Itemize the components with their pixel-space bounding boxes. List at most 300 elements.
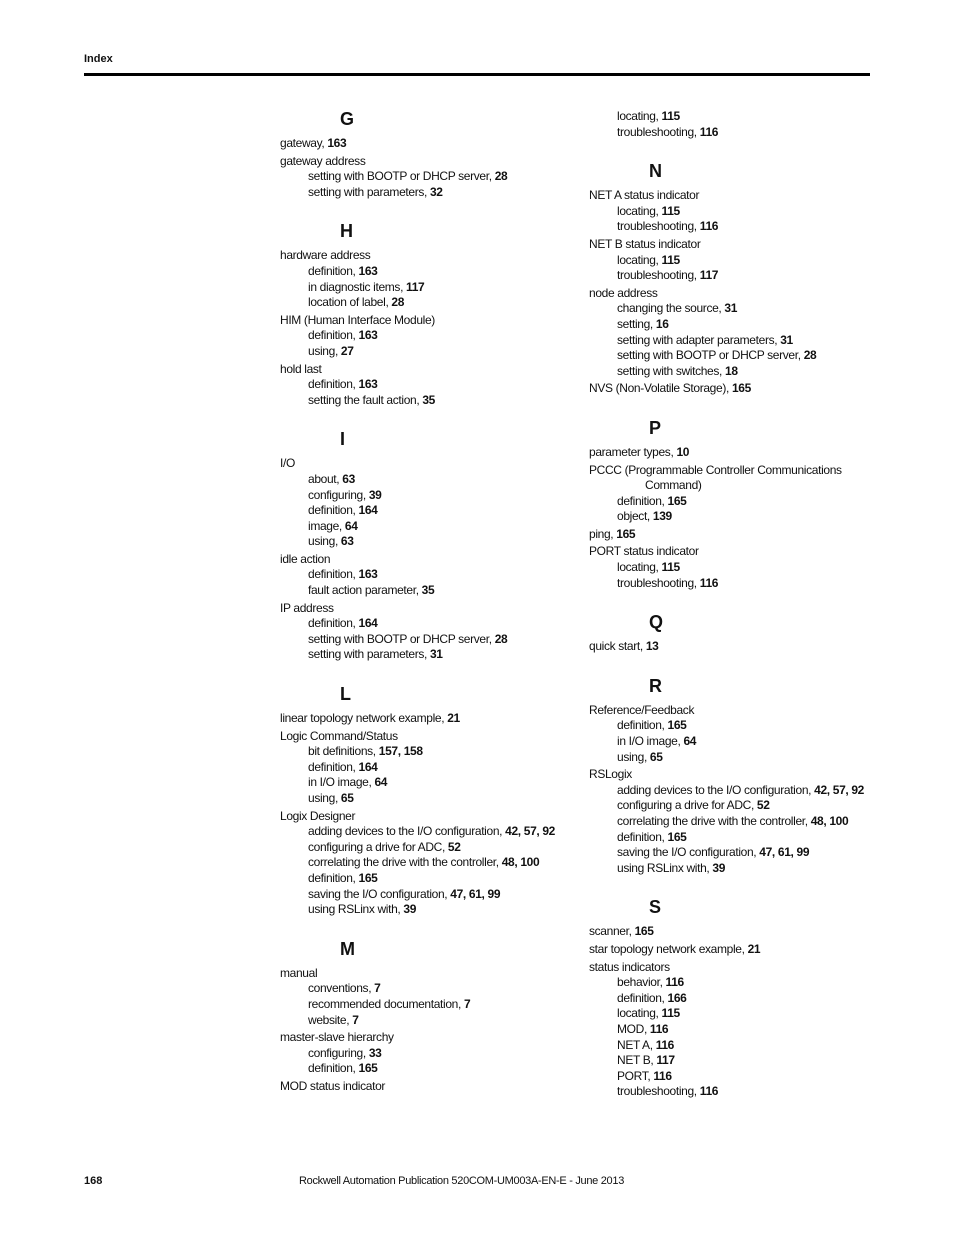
- entry-term: scanner,: [589, 924, 635, 939]
- index-subentry: [589, 348, 909, 364]
- entry-page-refs[interactable]: 116: [699, 1084, 719, 1099]
- index-entry: [280, 136, 580, 152]
- entry-page-refs[interactable]: 27: [340, 343, 354, 358]
- entry-page-refs[interactable]: 116: [699, 575, 719, 590]
- continued-entries: [589, 109, 909, 140]
- entry-term: ping,: [589, 526, 617, 541]
- entry-page-refs[interactable]: 10: [676, 444, 690, 459]
- entry-term: recommended documentation,: [308, 996, 464, 1011]
- entry-term: Command): [645, 478, 702, 493]
- index-entry: [589, 445, 909, 461]
- entry-term: changing the source,: [617, 301, 725, 316]
- index-section-q: [589, 611, 909, 655]
- index-subentry: [589, 494, 909, 510]
- index-subentry: [280, 328, 580, 344]
- entry-page-refs[interactable]: 65: [649, 749, 663, 764]
- index-entry: [280, 362, 580, 378]
- index-subentry: [280, 503, 580, 519]
- entry-term: Logix Designer: [280, 808, 356, 823]
- entry-term: definition,: [308, 759, 359, 774]
- index-subentry: [589, 975, 909, 991]
- entry-term: behavior,: [617, 975, 666, 990]
- entry-page-refs[interactable]: 39: [403, 902, 417, 917]
- entry-term: NVS (Non-Volatile Storage),: [589, 381, 732, 396]
- index-entry: [589, 544, 909, 560]
- entry-page-refs[interactable]: 33: [368, 1045, 382, 1060]
- entry-page-refs[interactable]: 52: [756, 798, 770, 813]
- index-subentry: [589, 830, 909, 846]
- entry-term: I/O: [280, 456, 295, 471]
- index-subentry: [280, 1013, 580, 1029]
- entry-term: setting with adapter parameters,: [617, 332, 781, 347]
- index-subentry: [280, 519, 580, 535]
- entry-page-refs[interactable]: 35: [421, 583, 435, 598]
- entry-page-refs[interactable]: 42, 57, 92: [814, 782, 865, 797]
- entry-page-refs[interactable]: 47, 61, 99: [450, 886, 501, 901]
- index-subentry: [589, 253, 909, 269]
- entry-term: definition,: [308, 870, 359, 885]
- entry-page-refs[interactable]: 52: [447, 839, 461, 854]
- entry-term: MOD,: [617, 1021, 650, 1036]
- entry-page-refs[interactable]: 7: [374, 981, 381, 996]
- index-subentry: [280, 981, 580, 997]
- entry-page-refs[interactable]: 28: [494, 631, 508, 646]
- entry-term: about,: [308, 471, 343, 486]
- page-header-label: Index: [84, 53, 113, 65]
- index-subentry: [589, 1006, 909, 1022]
- entry-term: setting with parameters,: [308, 184, 430, 199]
- index-subentry: [589, 718, 909, 734]
- index-entry: [589, 942, 909, 958]
- index-subentry: [280, 534, 580, 550]
- entry-term: definition,: [308, 1061, 359, 1076]
- entry-term: PCCC (Programmable Controller Communications: [589, 462, 842, 477]
- entry-term: configuring a drive for ADC,: [617, 798, 757, 813]
- entry-term: gateway address: [280, 153, 366, 168]
- entry-term: setting with BOOTP or DHCP server,: [308, 631, 495, 646]
- entry-term: in diagnostic items,: [308, 279, 407, 294]
- index-subentry: [280, 647, 580, 663]
- entry-page-refs[interactable]: 21: [747, 941, 761, 956]
- entry-page-refs[interactable]: 165: [616, 526, 636, 541]
- index-entry: [280, 552, 580, 568]
- entry-page-refs[interactable]: 64: [374, 775, 388, 790]
- entry-page-refs[interactable]: 7: [352, 1012, 359, 1027]
- entry-term: definition,: [308, 377, 359, 392]
- index-entry: [280, 456, 580, 472]
- entry-page-refs[interactable]: 18: [725, 363, 738, 378]
- index-subentry: [589, 317, 909, 333]
- entry-page-refs[interactable]: 7: [463, 996, 471, 1011]
- footer-page-number: 168: [84, 1175, 103, 1187]
- index-entry: [589, 463, 909, 479]
- entry-term: status indicators: [589, 959, 670, 974]
- entry-page-refs[interactable]: 115: [661, 203, 680, 218]
- entry-page-refs[interactable]: 116: [649, 1021, 669, 1036]
- index-section-h: [280, 220, 580, 408]
- index-entry: [280, 154, 580, 170]
- entry-term: using,: [617, 749, 650, 764]
- index-subentry: [589, 750, 909, 766]
- section-letter: L: [340, 684, 351, 705]
- index-subentry: [280, 344, 580, 360]
- index-subentry: [280, 295, 580, 311]
- index-subentry: [280, 377, 580, 393]
- section-gap: [589, 140, 909, 160]
- index-subentry: [280, 824, 580, 840]
- entry-page-refs[interactable]: 47, 61, 99: [759, 845, 810, 860]
- index-subentry: [589, 333, 909, 349]
- section-gap: [589, 591, 909, 611]
- header-rule: [84, 73, 870, 76]
- entry-page-refs[interactable]: 116: [653, 1068, 672, 1083]
- index-section-r: [589, 675, 909, 877]
- entry-page-refs[interactable]: 165: [731, 381, 751, 396]
- entry-page-refs[interactable]: 28: [803, 348, 817, 363]
- index-section-s: [589, 896, 909, 1100]
- entry-term: quick start,: [589, 639, 646, 654]
- entry-page-refs[interactable]: 39: [712, 860, 726, 875]
- section-gap: [280, 663, 580, 683]
- entry-term: NET A status indicator: [589, 188, 700, 203]
- index-subentry: [280, 280, 580, 296]
- index-subentry: [280, 840, 580, 856]
- index-entry: [280, 729, 580, 745]
- index-subentry: [589, 1038, 909, 1054]
- index-entry: [589, 767, 909, 783]
- entry-page-refs[interactable]: 31: [724, 301, 738, 316]
- index-subentry: [280, 902, 580, 918]
- entry-page-refs[interactable]: 64: [683, 734, 697, 749]
- entry-page-refs[interactable]: 42, 57, 92: [505, 824, 556, 839]
- entry-term: fault action parameter,: [308, 583, 422, 598]
- entry-page-refs[interactable]: 31: [429, 647, 443, 662]
- entry-page-refs[interactable]: 116: [699, 124, 719, 139]
- entry-page-refs[interactable]: 164: [358, 759, 378, 774]
- entry-term: bit definitions,: [308, 744, 379, 759]
- index-subentry: [589, 734, 909, 750]
- entry-term: troubleshooting,: [617, 268, 700, 283]
- entry-term: NET B status indicator: [589, 236, 701, 251]
- index-subentry: [589, 204, 909, 220]
- index-column-right: [589, 109, 909, 1100]
- index-subentry: [589, 268, 909, 284]
- entry-term: master-slave hierarchy: [280, 1030, 394, 1045]
- entry-page-refs[interactable]: 28: [494, 169, 508, 184]
- section-letter: G: [340, 109, 355, 129]
- entry-term: hold last: [280, 361, 322, 376]
- entry-page-refs[interactable]: 165: [358, 870, 378, 885]
- entry-term: MOD status indicator: [280, 1078, 386, 1093]
- entry-term: image,: [308, 518, 345, 533]
- entry-page-refs[interactable]: 115: [661, 109, 680, 123]
- section-letter: M: [340, 938, 355, 959]
- index-section-p: [589, 417, 909, 591]
- index-subentry: [280, 185, 580, 201]
- entry-term: adding devices to the I/O configuration,: [308, 824, 506, 839]
- section-letter: H: [340, 221, 353, 242]
- entry-term: using,: [308, 534, 341, 549]
- entry-page-refs[interactable]: 35: [422, 392, 435, 407]
- index-subentry: [589, 125, 909, 141]
- index-subentry: [589, 783, 909, 799]
- entry-page-refs[interactable]: 166: [667, 990, 687, 1005]
- entry-term: definition,: [308, 567, 359, 582]
- entry-term: setting with parameters,: [308, 647, 430, 662]
- index-subentry: [280, 760, 580, 776]
- index-entry: [280, 248, 580, 264]
- entry-page-refs[interactable]: 65: [340, 791, 354, 805]
- index-entry: [280, 711, 580, 727]
- index-subentry: [280, 1061, 580, 1077]
- entry-term: hardware address: [280, 248, 371, 263]
- entry-term: locating,: [617, 560, 662, 575]
- entry-page-refs[interactable]: 32: [429, 184, 443, 199]
- footer-publication: Rockwell Automation Publication 520COM-UM003A-EN-E - June 2013: [299, 1175, 625, 1187]
- entry-term: definition,: [308, 263, 359, 278]
- index-subentry: [280, 393, 580, 409]
- entry-term: parameter types,: [589, 444, 677, 459]
- entry-term: in I/O image,: [617, 734, 684, 749]
- entry-page-refs[interactable]: 165: [667, 829, 687, 844]
- index-entry: [280, 601, 580, 617]
- section-letter: I: [340, 429, 346, 450]
- entry-term: RSLogix: [589, 767, 632, 782]
- entry-term: setting with BOOTP or DHCP server,: [617, 348, 804, 363]
- entry-page-refs[interactable]: 63: [342, 471, 355, 486]
- index-entry: [280, 313, 580, 329]
- entry-page-refs[interactable]: 165: [634, 924, 654, 939]
- entry-page-refs[interactable]: 163: [358, 567, 378, 582]
- section-gap: [589, 876, 909, 896]
- index-entry: [280, 1079, 580, 1095]
- entry-term: Reference/Feedback: [589, 702, 695, 717]
- index-section-g: [280, 108, 580, 200]
- index-entry: [589, 639, 909, 655]
- entry-term: conventions,: [308, 981, 375, 996]
- entry-term: in I/O image,: [308, 775, 375, 790]
- entry-term: troubleshooting,: [617, 124, 700, 139]
- entry-term: linear topology network example,: [280, 711, 448, 726]
- entry-term: troubleshooting,: [617, 1084, 700, 1099]
- entry-term: IP address: [280, 600, 334, 615]
- entry-term: correlating the drive with the controller,: [617, 814, 811, 828]
- entry-term: setting with switches,: [617, 363, 725, 378]
- index-subentry: [280, 488, 580, 504]
- section-letter: Q: [649, 612, 664, 633]
- index-subentry: [280, 472, 580, 488]
- index-subentry: [589, 576, 909, 592]
- index-entry: [589, 703, 909, 719]
- entry-page-refs[interactable]: 63: [340, 534, 354, 549]
- entry-term: setting with BOOTP or DHCP server,: [308, 169, 495, 184]
- index-entry: [589, 527, 909, 543]
- index-subentry: [589, 845, 909, 861]
- entry-term: saving the I/O configuration,: [308, 886, 451, 901]
- entry-page-refs[interactable]: 165: [358, 1061, 378, 1076]
- entry-term: gateway,: [280, 136, 328, 150]
- entry-term: website,: [308, 1012, 353, 1027]
- index-section-i: [280, 428, 580, 663]
- entry-term: using,: [308, 343, 341, 358]
- index-subentry: [589, 560, 909, 576]
- entry-term: PORT,: [617, 1068, 654, 1083]
- index-subentry: [280, 616, 580, 632]
- index-subentry: [589, 991, 909, 1007]
- entry-term: configuring,: [308, 487, 369, 502]
- index-subentry: [589, 478, 909, 494]
- entry-page-refs[interactable]: 64: [344, 518, 358, 533]
- entry-term: PORT status indicator: [589, 544, 699, 559]
- index-subentry: [280, 169, 580, 185]
- entry-term: HIM (Human Interface Module): [280, 312, 435, 327]
- section-gap: [280, 918, 580, 938]
- index-subentry: [280, 264, 580, 280]
- index-subentry: [280, 744, 580, 760]
- entry-term: star topology network example,: [589, 941, 748, 956]
- entry-term: manual: [280, 965, 318, 980]
- entry-page-refs[interactable]: 115: [661, 1006, 680, 1021]
- index-subentry: [280, 567, 580, 583]
- index-entry: [589, 286, 909, 302]
- index-entry: [280, 966, 580, 982]
- entry-term: configuring a drive for ADC,: [308, 839, 448, 854]
- entry-page-refs[interactable]: 139: [652, 509, 672, 524]
- entry-term: adding devices to the I/O configuration,: [617, 782, 815, 797]
- index-subentry: [280, 887, 580, 903]
- entry-term: setting the fault action,: [308, 392, 423, 407]
- entry-term: NET A,: [617, 1037, 656, 1052]
- entry-page-refs[interactable]: 13: [645, 639, 659, 654]
- index-subentry: [280, 871, 580, 887]
- entry-term: location of label,: [308, 295, 392, 310]
- entry-page-refs[interactable]: 116: [665, 975, 684, 990]
- section-letter: R: [649, 675, 662, 696]
- section-gap: [589, 655, 909, 675]
- entry-page-refs[interactable]: 115: [661, 252, 680, 267]
- entry-term: Logic Command/Status: [280, 728, 398, 743]
- entry-term: locating,: [617, 203, 662, 218]
- entry-term: troubleshooting,: [617, 219, 700, 234]
- entry-page-refs[interactable]: 163: [358, 328, 378, 343]
- index-subentry: [589, 219, 909, 235]
- entry-term: setting,: [617, 316, 656, 331]
- section-gap: [589, 397, 909, 417]
- entry-page-refs[interactable]: 39: [368, 487, 382, 502]
- index-entry: [589, 960, 909, 976]
- index-subentry: [280, 1046, 580, 1062]
- entry-page-refs[interactable]: 165: [667, 718, 687, 733]
- index-entry: [589, 924, 909, 940]
- index-column-left: [280, 108, 580, 1095]
- entry-term: locating,: [617, 109, 662, 123]
- entry-page-refs[interactable]: 157, 158: [378, 744, 423, 759]
- index-subentry: [589, 814, 909, 830]
- entry-term: definition,: [617, 829, 668, 844]
- index-subentry: [589, 861, 909, 877]
- entry-term: using RSLinx with,: [308, 902, 404, 917]
- index-subentry: [589, 798, 909, 814]
- index-section-m: [280, 938, 580, 1095]
- index-subentry: [589, 1053, 909, 1069]
- entry-page-refs[interactable]: 117: [699, 268, 719, 283]
- entry-term: definition,: [308, 616, 359, 631]
- index-subentry: [589, 364, 909, 380]
- entry-page-refs[interactable]: 163: [358, 377, 378, 392]
- entry-page-refs[interactable]: 116: [699, 219, 719, 234]
- entry-page-refs[interactable]: 115: [661, 560, 680, 575]
- entry-term: definition,: [617, 990, 668, 1005]
- entry-term: locating,: [617, 1006, 662, 1021]
- entry-term: definition,: [617, 718, 668, 733]
- index-subentry: [589, 1022, 909, 1038]
- section-gap: [280, 408, 580, 428]
- entry-page-refs[interactable]: 31: [780, 332, 793, 347]
- entry-page-refs[interactable]: 48, 100: [810, 814, 849, 828]
- entry-page-refs[interactable]: 163: [358, 263, 378, 278]
- index-subentry: [589, 1069, 909, 1085]
- index-section-n: [589, 160, 909, 397]
- index-subentry: [280, 791, 580, 807]
- entry-page-refs[interactable]: 163: [327, 136, 347, 150]
- index-entry: [589, 381, 909, 397]
- entry-term: NET B,: [617, 1053, 657, 1068]
- index-subentry: [589, 301, 909, 317]
- index-section-l: [280, 683, 580, 918]
- index-subentry: [589, 109, 909, 125]
- entry-term: saving the I/O configuration,: [617, 845, 760, 860]
- entry-term: idle action: [280, 551, 331, 566]
- index-entry: [589, 188, 909, 204]
- entry-page-refs[interactable]: 165: [667, 493, 687, 508]
- entry-page-refs[interactable]: 28: [391, 295, 405, 310]
- index-subentry: [280, 583, 580, 599]
- entry-page-refs[interactable]: 21: [447, 711, 460, 726]
- index-subentry: [589, 509, 909, 525]
- entry-term: configuring,: [308, 1045, 369, 1060]
- index-entry: [280, 809, 580, 825]
- entry-term: object,: [617, 509, 653, 524]
- entry-page-refs[interactable]: 16: [655, 316, 669, 331]
- entry-page-refs[interactable]: 117: [656, 1053, 675, 1068]
- entry-page-refs[interactable]: 48, 100: [501, 855, 540, 870]
- index-subentry: [280, 855, 580, 871]
- section-gap: [280, 200, 580, 220]
- section-letter: S: [649, 897, 662, 918]
- entry-page-refs[interactable]: 116: [655, 1037, 674, 1052]
- index-subentry: [280, 775, 580, 791]
- index-entry: [589, 237, 909, 253]
- entry-page-refs[interactable]: 164: [358, 503, 378, 518]
- entry-term: using,: [308, 791, 341, 805]
- entry-page-refs[interactable]: 117: [406, 279, 425, 294]
- index-subentry: [280, 632, 580, 648]
- entry-term: definition,: [617, 493, 668, 508]
- entry-page-refs[interactable]: 164: [358, 616, 378, 631]
- index-entry: [280, 1030, 580, 1046]
- index-subentry: [589, 1084, 909, 1100]
- index-subentry: [280, 997, 580, 1013]
- entry-term: troubleshooting,: [617, 575, 700, 590]
- entry-term: definition,: [308, 503, 359, 518]
- entry-term: correlating the drive with the controller,: [308, 855, 502, 870]
- section-letter: P: [649, 417, 662, 438]
- entry-term: locating,: [617, 252, 662, 267]
- entry-term: definition,: [308, 328, 359, 343]
- entry-term: using RSLinx with,: [617, 860, 713, 875]
- section-letter: N: [649, 161, 662, 182]
- entry-term: node address: [589, 285, 658, 300]
